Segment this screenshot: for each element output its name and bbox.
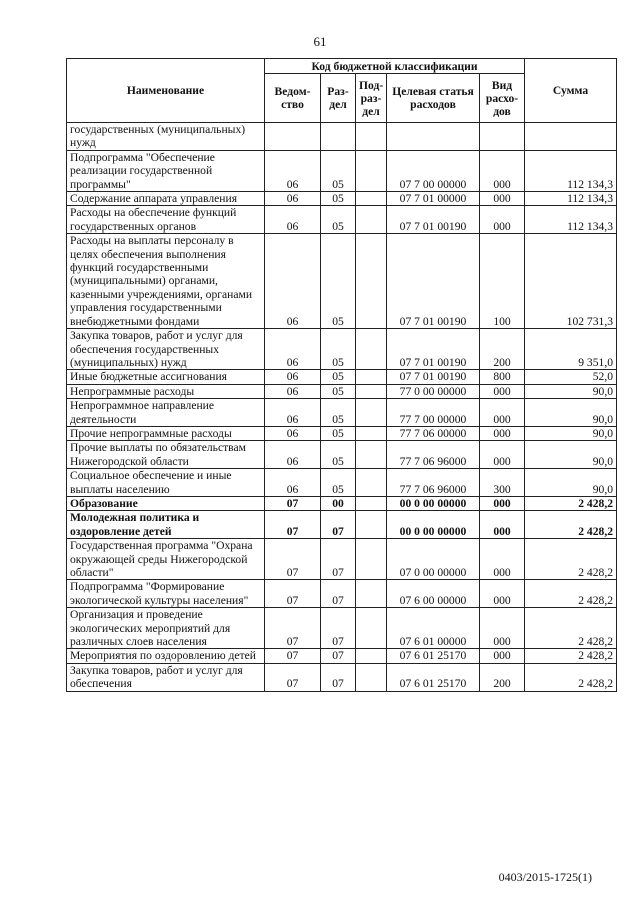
row-department: 07 <box>265 580 321 608</box>
row-name: Расходы на выплаты персоналу в целях обеспечения выполнения функций государственными (муниципальными) органами, казенными учреждениями, органами управления государственными внебюджетными фондами <box>67 234 265 329</box>
row-section: 05 <box>321 469 356 497</box>
row-department: 06 <box>265 192 321 206</box>
row-department <box>265 123 321 151</box>
row-name: Подпрограмма "Формирование экологической культуры населения" <box>67 580 265 608</box>
budget-table <box>66 58 617 692</box>
table-row <box>67 580 617 608</box>
table-row <box>67 329 617 370</box>
page-number: 61 <box>313 34 327 49</box>
row-sum: 90,0 <box>525 384 617 398</box>
row-sum: 2 428,2 <box>525 608 617 649</box>
row-target-article: 77 7 06 00000 <box>387 426 480 440</box>
row-subsection <box>356 426 387 440</box>
table-row <box>67 496 617 510</box>
row-subsection <box>356 370 387 384</box>
row-target-article: 07 7 01 00190 <box>387 329 480 370</box>
row-section: 07 <box>321 580 356 608</box>
row-department: 07 <box>265 511 321 539</box>
row-subsection <box>356 192 387 206</box>
row-department: 07 <box>265 496 321 510</box>
row-name: Молодежная политика и оздоровление детей <box>67 511 265 539</box>
row-expense-type <box>480 123 525 151</box>
row-expense-type: 000 <box>480 608 525 649</box>
row-section: 07 <box>321 511 356 539</box>
row-sum: 9 351,0 <box>525 329 617 370</box>
table-header <box>67 59 617 123</box>
row-expense-type: 200 <box>480 329 525 370</box>
header-target-article: Целевая статья расходов <box>387 74 480 123</box>
row-expense-type: 000 <box>480 384 525 398</box>
table-row <box>67 123 617 151</box>
row-subsection <box>356 469 387 497</box>
row-expense-type: 100 <box>480 234 525 329</box>
row-department: 07 <box>265 649 321 663</box>
row-department: 06 <box>265 370 321 384</box>
row-target-article: 07 0 00 00000 <box>387 539 480 580</box>
row-section: 05 <box>321 329 356 370</box>
row-sum: 52,0 <box>525 370 617 384</box>
row-department: 06 <box>265 150 321 191</box>
table-row <box>67 469 617 497</box>
row-expense-type: 300 <box>480 469 525 497</box>
header-classification-code: Код бюджетной классификации <box>265 59 525 74</box>
row-sum: 2 428,2 <box>525 649 617 663</box>
row-section: 07 <box>321 663 356 691</box>
row-section: 05 <box>321 441 356 469</box>
row-target-article: 07 7 01 00190 <box>387 370 480 384</box>
table-row <box>67 426 617 440</box>
row-department: 07 <box>265 539 321 580</box>
row-section: 07 <box>321 649 356 663</box>
row-department: 06 <box>265 441 321 469</box>
row-section: 05 <box>321 206 356 234</box>
table-row <box>67 370 617 384</box>
row-subsection <box>356 329 387 370</box>
row-department: 07 <box>265 608 321 649</box>
row-name: Закупка товаров, работ и услуг для обеспечения <box>67 663 265 691</box>
row-sum <box>525 123 617 151</box>
row-target-article: 77 7 06 96000 <box>387 469 480 497</box>
row-expense-type: 000 <box>480 649 525 663</box>
row-expense-type: 000 <box>480 150 525 191</box>
row-name: Непрограммное направление деятельности <box>67 399 265 427</box>
row-expense-type: 000 <box>480 192 525 206</box>
row-section: 05 <box>321 370 356 384</box>
row-expense-type: 000 <box>480 399 525 427</box>
row-name: Закупка товаров, работ и услуг для обеспечения государственных (муниципальных) нужд <box>67 329 265 370</box>
row-sum: 90,0 <box>525 441 617 469</box>
row-sum: 2 428,2 <box>525 580 617 608</box>
row-name: Прочие непрограммные расходы <box>67 426 265 440</box>
row-department: 06 <box>265 234 321 329</box>
row-subsection <box>356 441 387 469</box>
table-row <box>67 511 617 539</box>
row-target-article: 77 7 00 00000 <box>387 399 480 427</box>
table-row <box>67 234 617 329</box>
table-row <box>67 608 617 649</box>
header-sum: Сумма <box>525 59 617 123</box>
row-department: 06 <box>265 469 321 497</box>
row-section: 05 <box>321 234 356 329</box>
row-subsection <box>356 580 387 608</box>
row-section: 05 <box>321 399 356 427</box>
row-section: 05 <box>321 192 356 206</box>
header-name: Наименование <box>67 59 265 123</box>
row-name: Содержание аппарата управления <box>67 192 265 206</box>
row-subsection <box>356 150 387 191</box>
row-department: 06 <box>265 329 321 370</box>
row-subsection <box>356 608 387 649</box>
row-subsection <box>356 496 387 510</box>
table-row <box>67 539 617 580</box>
table-row <box>67 663 617 691</box>
row-target-article: 77 7 06 96000 <box>387 441 480 469</box>
table-row <box>67 384 617 398</box>
row-target-article: 07 7 00 00000 <box>387 150 480 191</box>
row-target-article <box>387 123 480 151</box>
row-expense-type: 000 <box>480 496 525 510</box>
row-target-article: 07 7 01 00190 <box>387 234 480 329</box>
row-section: 00 <box>321 496 356 510</box>
row-sum: 90,0 <box>525 399 617 427</box>
row-target-article: 07 7 01 00190 <box>387 206 480 234</box>
table-body <box>67 123 617 692</box>
row-sum: 2 428,2 <box>525 496 617 510</box>
row-subsection <box>356 206 387 234</box>
document-code: 0403/2015-1725(1) <box>498 870 592 884</box>
row-name: Организация и проведение экологических мероприятий для различных слоев населения <box>67 608 265 649</box>
row-sum: 102 731,3 <box>525 234 617 329</box>
row-section: 05 <box>321 150 356 191</box>
table-row <box>67 150 617 191</box>
table-row <box>67 649 617 663</box>
table-row <box>67 206 617 234</box>
header-section: Раз-дел <box>321 74 356 123</box>
row-target-article: 07 6 01 25170 <box>387 649 480 663</box>
row-expense-type: 000 <box>480 511 525 539</box>
row-section <box>321 123 356 151</box>
row-name: Подпрограмма "Обеспечение реализации государственной программы" <box>67 150 265 191</box>
row-subsection <box>356 399 387 427</box>
row-section: 05 <box>321 426 356 440</box>
row-name: Расходы на обеспечение функций государственных органов <box>67 206 265 234</box>
row-name: Мероприятия по оздоровлению детей <box>67 649 265 663</box>
row-sum: 90,0 <box>525 469 617 497</box>
row-name: Образование <box>67 496 265 510</box>
row-expense-type: 000 <box>480 539 525 580</box>
row-target-article: 07 6 01 25170 <box>387 663 480 691</box>
row-target-article: 77 0 00 00000 <box>387 384 480 398</box>
row-subsection <box>356 649 387 663</box>
row-expense-type: 200 <box>480 663 525 691</box>
row-name: Государственная программа "Охрана окружающей среды Нижегородской области" <box>67 539 265 580</box>
row-department: 07 <box>265 663 321 691</box>
row-section: 07 <box>321 539 356 580</box>
row-target-article: 07 6 01 00000 <box>387 608 480 649</box>
row-expense-type: 000 <box>480 426 525 440</box>
row-name: Социальное обеспечение и иные выплаты населению <box>67 469 265 497</box>
row-expense-type: 000 <box>480 206 525 234</box>
row-target-article: 00 0 00 00000 <box>387 511 480 539</box>
row-subsection <box>356 663 387 691</box>
row-subsection <box>356 123 387 151</box>
row-name: Иные бюджетные ассигнования <box>67 370 265 384</box>
row-expense-type: 000 <box>480 441 525 469</box>
row-department: 06 <box>265 426 321 440</box>
row-name: государственных (муниципальных) нужд <box>67 123 265 151</box>
row-section: 05 <box>321 384 356 398</box>
row-subsection <box>356 384 387 398</box>
row-subsection <box>356 511 387 539</box>
row-target-article: 00 0 00 00000 <box>387 496 480 510</box>
header-expense-type: Вид расхо-дов <box>480 74 525 123</box>
table-row <box>67 192 617 206</box>
row-sum: 2 428,2 <box>525 539 617 580</box>
row-section: 07 <box>321 608 356 649</box>
table-row <box>67 441 617 469</box>
header-department: Ведом-ство <box>265 74 321 123</box>
row-name: Непрограммные расходы <box>67 384 265 398</box>
header-subsection: Под-раз-дел <box>356 74 387 123</box>
row-department: 06 <box>265 399 321 427</box>
row-sum: 2 428,2 <box>525 663 617 691</box>
row-department: 06 <box>265 206 321 234</box>
row-sum: 90,0 <box>525 426 617 440</box>
table-row <box>67 399 617 427</box>
row-target-article: 07 7 01 00000 <box>387 192 480 206</box>
row-expense-type: 800 <box>480 370 525 384</box>
row-sum: 2 428,2 <box>525 511 617 539</box>
row-subsection <box>356 539 387 580</box>
row-sum: 112 134,3 <box>525 192 617 206</box>
row-expense-type: 000 <box>480 580 525 608</box>
row-sum: 112 134,3 <box>525 206 617 234</box>
row-department: 06 <box>265 384 321 398</box>
row-name: Прочие выплаты по обязательствам Нижегородской области <box>67 441 265 469</box>
row-subsection <box>356 234 387 329</box>
row-sum: 112 134,3 <box>525 150 617 191</box>
row-target-article: 07 6 00 00000 <box>387 580 480 608</box>
